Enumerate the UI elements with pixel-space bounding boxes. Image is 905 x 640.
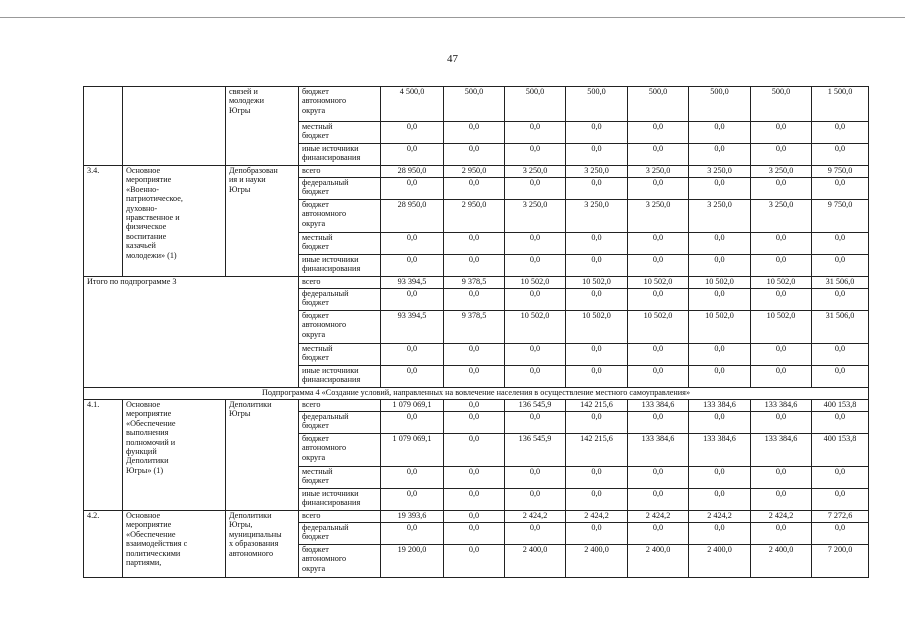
value-cell: 3 250,0 — [505, 166, 566, 178]
value-cell: 0,0 — [505, 178, 566, 200]
value-cell: 0,0 — [812, 233, 869, 255]
value-cell: 0,0 — [689, 144, 751, 166]
subtotal-label: Итого по подпрограмме 3 — [84, 277, 299, 388]
funding-source-cell: бюджет автономного округа — [299, 200, 381, 233]
value-cell: 0,0 — [751, 233, 812, 255]
value-cell: 0,0 — [444, 412, 505, 434]
value-cell: 0,0 — [505, 233, 566, 255]
value-cell: 31 506,0 — [812, 311, 869, 344]
value-cell: 0,0 — [566, 344, 628, 366]
value-cell: 0,0 — [505, 366, 566, 388]
value-cell: 10 502,0 — [566, 277, 628, 289]
funding-source-cell: всего — [299, 166, 381, 178]
funding-source-cell: местный бюджет — [299, 122, 381, 144]
subprogram-title: Подпрограмма 4 «Создание условий, направленных на вовлечение населения в осуществление местного самоуправления» — [84, 388, 869, 400]
funding-source-cell: всего — [299, 277, 381, 289]
funding-source-cell: федеральный бюджет — [299, 289, 381, 311]
value-cell: 0,0 — [444, 545, 505, 578]
value-cell: 0,0 — [505, 289, 566, 311]
value-cell: 0,0 — [381, 344, 444, 366]
value-cell: 0,0 — [381, 122, 444, 144]
page-number: 47 — [447, 53, 458, 65]
funding-source-cell: иные источники финансирования — [299, 489, 381, 511]
value-cell: 0,0 — [812, 144, 869, 166]
value-cell: 0,0 — [381, 144, 444, 166]
value-cell: 31 506,0 — [812, 277, 869, 289]
funding-source-cell: иные источники финансирования — [299, 366, 381, 388]
value-cell: 2 424,2 — [566, 511, 628, 523]
table-row — [84, 277, 869, 289]
value-cell: 133 384,6 — [628, 434, 689, 467]
value-cell: 0,0 — [751, 255, 812, 277]
value-cell: 0,0 — [381, 412, 444, 434]
value-cell: 0,0 — [751, 178, 812, 200]
value-cell: 0,0 — [566, 289, 628, 311]
value-cell: 0,0 — [689, 178, 751, 200]
value-cell: 0,0 — [505, 122, 566, 144]
value-cell: 0,0 — [381, 289, 444, 311]
item-name-cell: Основное мероприятие «Обеспечение взаимодействия с политическими партиями, — [123, 511, 226, 578]
value-cell: 0,0 — [628, 467, 689, 489]
value-cell: 0,0 — [689, 366, 751, 388]
value-cell: 3 250,0 — [751, 166, 812, 178]
value-cell: 2 400,0 — [628, 545, 689, 578]
value-cell: 0,0 — [444, 144, 505, 166]
value-cell: 0,0 — [566, 144, 628, 166]
value-cell: 0,0 — [689, 412, 751, 434]
funding-source-cell: иные источники финансирования — [299, 144, 381, 166]
value-cell: 3 250,0 — [689, 166, 751, 178]
value-cell: 1 079 069,1 — [381, 434, 444, 467]
funding-source-cell: бюджет автономного округа — [299, 311, 381, 344]
value-cell: 0,0 — [505, 344, 566, 366]
item-number-cell: 3.4. — [84, 166, 123, 277]
value-cell: 3 250,0 — [505, 200, 566, 233]
funding-source-cell: местный бюджет — [299, 233, 381, 255]
value-cell: 0,0 — [628, 178, 689, 200]
item-number-cell — [84, 87, 123, 166]
value-cell: 0,0 — [444, 400, 505, 412]
value-cell: 0,0 — [444, 289, 505, 311]
value-cell: 0,0 — [812, 489, 869, 511]
value-cell: 0,0 — [444, 178, 505, 200]
value-cell: 10 502,0 — [566, 311, 628, 344]
value-cell: 0,0 — [566, 122, 628, 144]
value-cell: 0,0 — [689, 122, 751, 144]
value-cell: 500,0 — [751, 87, 812, 122]
value-cell: 2 424,2 — [689, 511, 751, 523]
item-name-cell: Основное мероприятие «Военно- патриотическое, духовно- нравственное и физическое воспитание казачьей молодежи» (1) — [123, 166, 226, 277]
value-cell: 4 500,0 — [381, 87, 444, 122]
value-cell: 0,0 — [812, 344, 869, 366]
value-cell: 0,0 — [628, 489, 689, 511]
value-cell: 400 153,8 — [812, 400, 869, 412]
value-cell: 142 215,6 — [566, 400, 628, 412]
value-cell: 0,0 — [381, 489, 444, 511]
value-cell: 0,0 — [751, 344, 812, 366]
value-cell: 0,0 — [628, 144, 689, 166]
funding-source-cell: местный бюджет — [299, 467, 381, 489]
value-cell: 0,0 — [628, 255, 689, 277]
value-cell: 142 215,6 — [566, 434, 628, 467]
value-cell: 10 502,0 — [751, 277, 812, 289]
value-cell: 3 250,0 — [566, 200, 628, 233]
funding-source-cell: бюджет автономного округа — [299, 87, 381, 122]
budget-table — [83, 86, 869, 578]
value-cell: 19 393,6 — [381, 511, 444, 523]
responsible-cell: связей и молодежи Югры — [226, 87, 299, 166]
value-cell: 0,0 — [566, 366, 628, 388]
value-cell: 0,0 — [381, 366, 444, 388]
value-cell: 2 950,0 — [444, 200, 505, 233]
funding-source-cell: всего — [299, 511, 381, 523]
item-name-cell — [123, 87, 226, 166]
value-cell: 0,0 — [381, 178, 444, 200]
value-cell: 0,0 — [628, 344, 689, 366]
value-cell: 0,0 — [812, 467, 869, 489]
value-cell: 133 384,6 — [751, 400, 812, 412]
value-cell: 28 950,0 — [381, 200, 444, 233]
value-cell: 0,0 — [444, 511, 505, 523]
value-cell: 500,0 — [505, 87, 566, 122]
value-cell: 0,0 — [505, 255, 566, 277]
value-cell: 2 400,0 — [689, 545, 751, 578]
value-cell: 0,0 — [751, 523, 812, 545]
table-row — [84, 166, 869, 178]
funding-source-cell: федеральный бюджет — [299, 412, 381, 434]
funding-source-cell: федеральный бюджет — [299, 178, 381, 200]
value-cell: 0,0 — [812, 289, 869, 311]
funding-source-cell: иные источники финансирования — [299, 255, 381, 277]
value-cell: 0,0 — [689, 255, 751, 277]
value-cell: 10 502,0 — [689, 311, 751, 344]
value-cell: 0,0 — [628, 412, 689, 434]
value-cell: 0,0 — [381, 467, 444, 489]
table-row — [84, 87, 869, 122]
value-cell: 0,0 — [444, 366, 505, 388]
funding-source-cell: всего — [299, 400, 381, 412]
item-name-cell: Основное мероприятие «Обеспечение выполнения полномочий и функций Деполитики Югры» (1) — [123, 400, 226, 511]
value-cell: 0,0 — [751, 289, 812, 311]
value-cell: 0,0 — [812, 366, 869, 388]
value-cell: 0,0 — [628, 523, 689, 545]
responsible-cell: Депобразован ия и науки Югры — [226, 166, 299, 277]
value-cell: 0,0 — [505, 467, 566, 489]
value-cell: 133 384,6 — [751, 434, 812, 467]
value-cell: 1 500,0 — [812, 87, 869, 122]
value-cell: 0,0 — [566, 255, 628, 277]
value-cell: 1 079 069,1 — [381, 400, 444, 412]
value-cell: 0,0 — [812, 255, 869, 277]
value-cell: 3 250,0 — [628, 166, 689, 178]
value-cell: 0,0 — [505, 144, 566, 166]
value-cell: 0,0 — [689, 233, 751, 255]
value-cell: 136 545,9 — [505, 434, 566, 467]
value-cell: 0,0 — [381, 523, 444, 545]
value-cell: 133 384,6 — [628, 400, 689, 412]
value-cell: 0,0 — [566, 523, 628, 545]
value-cell: 0,0 — [505, 489, 566, 511]
value-cell: 10 502,0 — [505, 277, 566, 289]
funding-source-cell: местный бюджет — [299, 344, 381, 366]
value-cell: 2 424,2 — [505, 511, 566, 523]
value-cell: 0,0 — [444, 434, 505, 467]
value-cell: 28 950,0 — [381, 166, 444, 178]
value-cell: 0,0 — [628, 366, 689, 388]
value-cell: 2 950,0 — [444, 166, 505, 178]
value-cell: 0,0 — [444, 233, 505, 255]
value-cell: 0,0 — [566, 412, 628, 434]
funding-source-cell: бюджет автономного округа — [299, 545, 381, 578]
value-cell: 3 250,0 — [751, 200, 812, 233]
value-cell: 3 250,0 — [628, 200, 689, 233]
value-cell: 0,0 — [566, 233, 628, 255]
value-cell: 2 424,2 — [751, 511, 812, 523]
value-cell: 2 400,0 — [566, 545, 628, 578]
value-cell: 0,0 — [566, 178, 628, 200]
value-cell: 0,0 — [812, 122, 869, 144]
value-cell: 2 424,2 — [628, 511, 689, 523]
value-cell: 500,0 — [628, 87, 689, 122]
value-cell: 0,0 — [628, 233, 689, 255]
value-cell: 0,0 — [628, 122, 689, 144]
value-cell: 0,0 — [812, 523, 869, 545]
value-cell: 0,0 — [689, 523, 751, 545]
value-cell: 0,0 — [689, 289, 751, 311]
top-rule — [0, 17, 905, 18]
value-cell: 0,0 — [751, 122, 812, 144]
table-row — [84, 400, 869, 412]
value-cell: 0,0 — [505, 523, 566, 545]
funding-source-cell: федеральный бюджет — [299, 523, 381, 545]
value-cell: 0,0 — [444, 523, 505, 545]
value-cell: 0,0 — [689, 489, 751, 511]
value-cell: 19 200,0 — [381, 545, 444, 578]
value-cell: 136 545,9 — [505, 400, 566, 412]
value-cell: 500,0 — [566, 87, 628, 122]
value-cell: 2 400,0 — [751, 545, 812, 578]
value-cell: 0,0 — [444, 122, 505, 144]
value-cell: 10 502,0 — [689, 277, 751, 289]
value-cell: 0,0 — [566, 467, 628, 489]
value-cell: 10 502,0 — [628, 277, 689, 289]
value-cell: 400 153,8 — [812, 434, 869, 467]
value-cell: 10 502,0 — [751, 311, 812, 344]
value-cell: 0,0 — [444, 344, 505, 366]
funding-source-cell: бюджет автономного округа — [299, 434, 381, 467]
value-cell: 10 502,0 — [628, 311, 689, 344]
responsible-cell: Деполитики Югры, муниципальны х образования автономного — [226, 511, 299, 578]
value-cell: 3 250,0 — [566, 166, 628, 178]
value-cell: 10 502,0 — [505, 311, 566, 344]
value-cell: 0,0 — [812, 178, 869, 200]
value-cell: 500,0 — [444, 87, 505, 122]
item-number-cell: 4.2. — [84, 511, 123, 578]
value-cell: 3 250,0 — [689, 200, 751, 233]
value-cell: 93 394,5 — [381, 277, 444, 289]
value-cell: 0,0 — [444, 489, 505, 511]
value-cell: 0,0 — [751, 366, 812, 388]
value-cell: 0,0 — [566, 489, 628, 511]
table-row — [84, 511, 869, 523]
value-cell: 7 200,0 — [812, 545, 869, 578]
value-cell: 0,0 — [381, 255, 444, 277]
value-cell: 0,0 — [689, 467, 751, 489]
value-cell: 7 272,6 — [812, 511, 869, 523]
value-cell: 9 750,0 — [812, 166, 869, 178]
value-cell: 133 384,6 — [689, 400, 751, 412]
value-cell: 9 378,5 — [444, 311, 505, 344]
value-cell: 0,0 — [751, 489, 812, 511]
value-cell: 9 750,0 — [812, 200, 869, 233]
value-cell: 0,0 — [505, 412, 566, 434]
value-cell: 133 384,6 — [689, 434, 751, 467]
value-cell: 0,0 — [444, 255, 505, 277]
value-cell: 0,0 — [381, 233, 444, 255]
value-cell: 0,0 — [812, 412, 869, 434]
table-row — [84, 388, 869, 400]
value-cell: 9 378,5 — [444, 277, 505, 289]
item-number-cell: 4.1. — [84, 400, 123, 511]
value-cell: 0,0 — [628, 289, 689, 311]
value-cell: 0,0 — [751, 412, 812, 434]
value-cell: 0,0 — [751, 144, 812, 166]
value-cell: 0,0 — [751, 467, 812, 489]
value-cell: 2 400,0 — [505, 545, 566, 578]
value-cell: 0,0 — [689, 344, 751, 366]
responsible-cell: Деполитики Югры — [226, 400, 299, 511]
value-cell: 500,0 — [689, 87, 751, 122]
value-cell: 0,0 — [444, 467, 505, 489]
value-cell: 93 394,5 — [381, 311, 444, 344]
